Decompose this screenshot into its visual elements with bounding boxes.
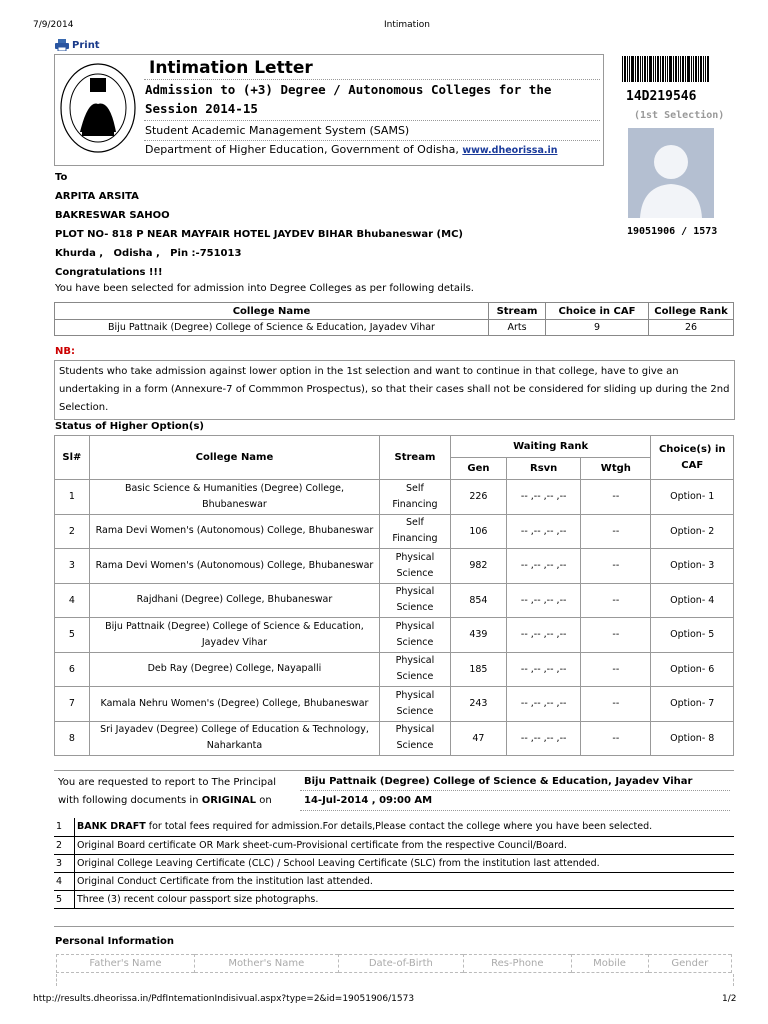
sl-cell: 4 bbox=[55, 583, 90, 618]
gen-cell: 47 bbox=[450, 721, 506, 756]
rsvn-cell: -- ,-- ,-- ,-- bbox=[507, 652, 581, 687]
print-title: Intimation bbox=[384, 20, 430, 30]
sl-cell: 6 bbox=[55, 652, 90, 687]
th-choice-caf: Choice(s) in CAF bbox=[651, 436, 734, 480]
table-row bbox=[55, 480, 734, 515]
stream-cell: Physical Science bbox=[380, 618, 451, 653]
page-title: Intimation Letter bbox=[149, 58, 313, 78]
nb-label: NB: bbox=[55, 346, 75, 357]
doc-text: Original Board certificate OR Mark sheet-cum-Provisional certificate from the respective Council/Board. bbox=[75, 836, 735, 854]
report-line2: with following documents in ORIGINAL on bbox=[58, 795, 272, 806]
stream-cell: Physical Science bbox=[380, 652, 451, 687]
sel-rank: 26 bbox=[649, 320, 734, 336]
personal-header: Mother's Name bbox=[194, 955, 338, 973]
doc-text: Three (3) recent colour passport size photographs. bbox=[75, 890, 735, 908]
table-row bbox=[55, 687, 734, 722]
rsvn-cell: -- ,-- ,-- ,-- bbox=[507, 480, 581, 515]
sel-college: Biju Pattnaik (Degree) College of Science & Education, Jayadev Vihar bbox=[55, 320, 489, 336]
list-item bbox=[54, 872, 734, 890]
choice-cell: Option- 5 bbox=[651, 618, 734, 653]
college-cell: Biju Pattnaik (Degree) College of Science & Education, Jayadev Vihar bbox=[89, 618, 379, 653]
table-row bbox=[55, 652, 734, 687]
personal-title: Personal Information bbox=[55, 936, 174, 947]
doc-number: 3 bbox=[54, 854, 75, 872]
personal-header: Father's Name bbox=[57, 955, 195, 973]
list-item bbox=[54, 854, 734, 872]
sel-choice: 9 bbox=[546, 320, 649, 336]
college-cell: Sri Jayadev (Degree) College of Education & Technology, Naharkanta bbox=[89, 721, 379, 756]
table-row bbox=[55, 618, 734, 653]
print-date: 7/9/2014 bbox=[33, 20, 74, 30]
choice-cell: Option- 7 bbox=[651, 687, 734, 722]
address-to: To bbox=[55, 172, 68, 183]
th-gen: Gen bbox=[450, 458, 506, 480]
sl-cell: 3 bbox=[55, 549, 90, 584]
gen-cell: 439 bbox=[450, 618, 506, 653]
college-cell: Kamala Nehru Women's (Degree) College, Bhubaneswar bbox=[89, 687, 379, 722]
header-line1: Admission to (+3) Degree / Autonomous Colleges for the bbox=[145, 82, 552, 97]
congrats-text: Congratulations !!! bbox=[55, 267, 163, 278]
wtgh-cell: -- bbox=[581, 583, 651, 618]
stream-cell: Physical Science bbox=[380, 549, 451, 584]
rsvn-cell: -- ,-- ,-- ,-- bbox=[507, 618, 581, 653]
doc-number: 1 bbox=[54, 818, 75, 836]
personal-header: Res-Phone bbox=[464, 955, 571, 973]
page-number: 1/2 bbox=[722, 994, 737, 1004]
wtgh-cell: -- bbox=[581, 618, 651, 653]
nb-text: Students who take admission against lower option in the 1st selection and want to continue in that college, have to give an undertaking in a form (Annexure-7 of Commmon Prospectus), so that their cases shall not be considered for sliding up during the 2nd Selection. bbox=[54, 360, 735, 420]
stream-cell: Self Financing bbox=[380, 480, 451, 515]
status-title: Status of Higher Option(s) bbox=[55, 421, 204, 432]
rsvn-cell: -- ,-- ,-- ,-- bbox=[507, 721, 581, 756]
candidate-name: ARPITA ARSITA bbox=[55, 191, 139, 202]
printer-icon bbox=[55, 39, 69, 51]
sl-cell: 7 bbox=[55, 687, 90, 722]
print-label: Print bbox=[72, 39, 100, 51]
odisha-emblem-icon bbox=[58, 60, 138, 156]
page-url: http://results.dheorissa.in/PdfIntemationIndisivual.aspx?type=2&id=19051906/1573 bbox=[33, 994, 415, 1004]
registration-number: 19051906 / 1573 bbox=[627, 226, 718, 237]
personal-header: Date-of-Birth bbox=[338, 955, 463, 973]
table-row bbox=[55, 549, 734, 584]
list-item bbox=[54, 890, 734, 908]
sel-stream: Arts bbox=[489, 320, 546, 336]
personal-header: Mobile bbox=[571, 955, 648, 973]
sl-cell: 2 bbox=[55, 514, 90, 549]
gen-cell: 226 bbox=[450, 480, 506, 515]
avatar-icon bbox=[628, 128, 714, 218]
wtgh-cell: -- bbox=[581, 721, 651, 756]
rsvn-cell: -- ,-- ,-- ,-- bbox=[507, 514, 581, 549]
rsvn-cell: -- ,-- ,-- ,-- bbox=[507, 583, 581, 618]
selection-label: (1st Selection) bbox=[634, 110, 725, 121]
report-line1: You are requested to report to The Principal bbox=[58, 777, 277, 788]
th-stream: Stream bbox=[380, 436, 451, 480]
th-choice: Choice in CAF bbox=[546, 303, 649, 320]
address-line2: Khurda , Odisha , Pin :-751013 bbox=[55, 248, 242, 259]
choice-cell: Option- 1 bbox=[651, 480, 734, 515]
gen-cell: 982 bbox=[450, 549, 506, 584]
table-row bbox=[55, 721, 734, 756]
th-wtgh: Wtgh bbox=[581, 458, 651, 480]
gen-cell: 243 bbox=[450, 687, 506, 722]
doc-text: BANK DRAFT for total fees required for admission.For details,Please contact the college where you have been selected. bbox=[75, 818, 735, 836]
th-waiting-rank: Waiting Rank bbox=[450, 436, 651, 458]
rsvn-cell: -- ,-- ,-- ,-- bbox=[507, 549, 581, 584]
list-item bbox=[54, 818, 734, 836]
college-cell: Rama Devi Women's (Autonomous) College, Bhubaneswar bbox=[89, 549, 379, 584]
table-row bbox=[55, 514, 734, 549]
rsvn-cell: -- ,-- ,-- ,-- bbox=[507, 687, 581, 722]
college-cell: Deb Ray (Degree) College, Nayapalli bbox=[89, 652, 379, 687]
sl-cell: 1 bbox=[55, 480, 90, 515]
college-cell: Rama Devi Women's (Autonomous) College, Bhubaneswar bbox=[89, 514, 379, 549]
stream-cell: Physical Science bbox=[380, 583, 451, 618]
sl-cell: 8 bbox=[55, 721, 90, 756]
doc-text: Original Conduct Certificate from the institution last attended. bbox=[75, 872, 735, 890]
choice-cell: Option- 8 bbox=[651, 721, 734, 756]
documents-list bbox=[54, 818, 734, 909]
doc-number: 4 bbox=[54, 872, 75, 890]
th-stream: Stream bbox=[489, 303, 546, 320]
gen-cell: 185 bbox=[450, 652, 506, 687]
doc-number: 2 bbox=[54, 836, 75, 854]
print-button[interactable] bbox=[55, 39, 100, 51]
choice-cell: Option- 4 bbox=[651, 583, 734, 618]
header-line3: Student Academic Management System (SAMS) bbox=[145, 124, 410, 137]
personal-table bbox=[56, 954, 732, 973]
th-college: College Name bbox=[55, 303, 489, 320]
wtgh-cell: -- bbox=[581, 514, 651, 549]
personal-header: Gender bbox=[648, 955, 731, 973]
list-item bbox=[54, 836, 734, 854]
stream-cell: Self Financing bbox=[380, 514, 451, 549]
barcode-text: 14D219546 bbox=[626, 89, 697, 104]
selected-text: You have been selected for admission into Degree Colleges as per following details. bbox=[55, 283, 474, 294]
college-cell: Basic Science & Humanities (Degree) College, Bhubaneswar bbox=[89, 480, 379, 515]
choice-cell: Option- 6 bbox=[651, 652, 734, 687]
wtgh-cell: -- bbox=[581, 687, 651, 722]
sl-cell: 5 bbox=[55, 618, 90, 653]
status-table bbox=[54, 435, 734, 756]
candidate-photo bbox=[628, 128, 714, 218]
th-rsvn: Rsvn bbox=[507, 458, 581, 480]
stream-cell: Physical Science bbox=[380, 721, 451, 756]
th-rank: College Rank bbox=[649, 303, 734, 320]
gen-cell: 106 bbox=[450, 514, 506, 549]
choice-cell: Option- 3 bbox=[651, 549, 734, 584]
address-line1: PLOT NO- 818 P NEAR MAYFAIR HOTEL JAYDEV BIHAR Bhubaneswar (MC) bbox=[55, 229, 463, 240]
wtgh-cell: -- bbox=[581, 652, 651, 687]
report-datetime: 14-Jul-2014 , 09:00 AM bbox=[304, 795, 433, 806]
report-college: Biju Pattnaik (Degree) College of Science & Education, Jayadev Vihar bbox=[304, 776, 693, 787]
header-line4: Department of Higher Education, Government of Odisha, www.dheorissa.in bbox=[145, 143, 558, 156]
selection-table bbox=[54, 302, 734, 336]
wtgh-cell: -- bbox=[581, 480, 651, 515]
gen-cell: 854 bbox=[450, 583, 506, 618]
dheorissa-link[interactable]: www.dheorissa.in bbox=[462, 145, 558, 156]
barcode-image bbox=[622, 56, 732, 84]
wtgh-cell: -- bbox=[581, 549, 651, 584]
table-row bbox=[55, 320, 734, 336]
th-college-name: College Name bbox=[89, 436, 379, 480]
doc-number: 5 bbox=[54, 890, 75, 908]
table-row bbox=[55, 583, 734, 618]
doc-text: Original College Leaving Certificate (CLC) / School Leaving Certificate (SLC) from the institution last attended. bbox=[75, 854, 735, 872]
stream-cell: Physical Science bbox=[380, 687, 451, 722]
guardian-name: BAKRESWAR SAHOO bbox=[55, 210, 170, 221]
college-cell: Rajdhani (Degree) College, Bhubaneswar bbox=[89, 583, 379, 618]
choice-cell: Option- 2 bbox=[651, 514, 734, 549]
header-line2: Session 2014-15 bbox=[145, 101, 258, 116]
th-sl: Sl# bbox=[55, 436, 90, 480]
